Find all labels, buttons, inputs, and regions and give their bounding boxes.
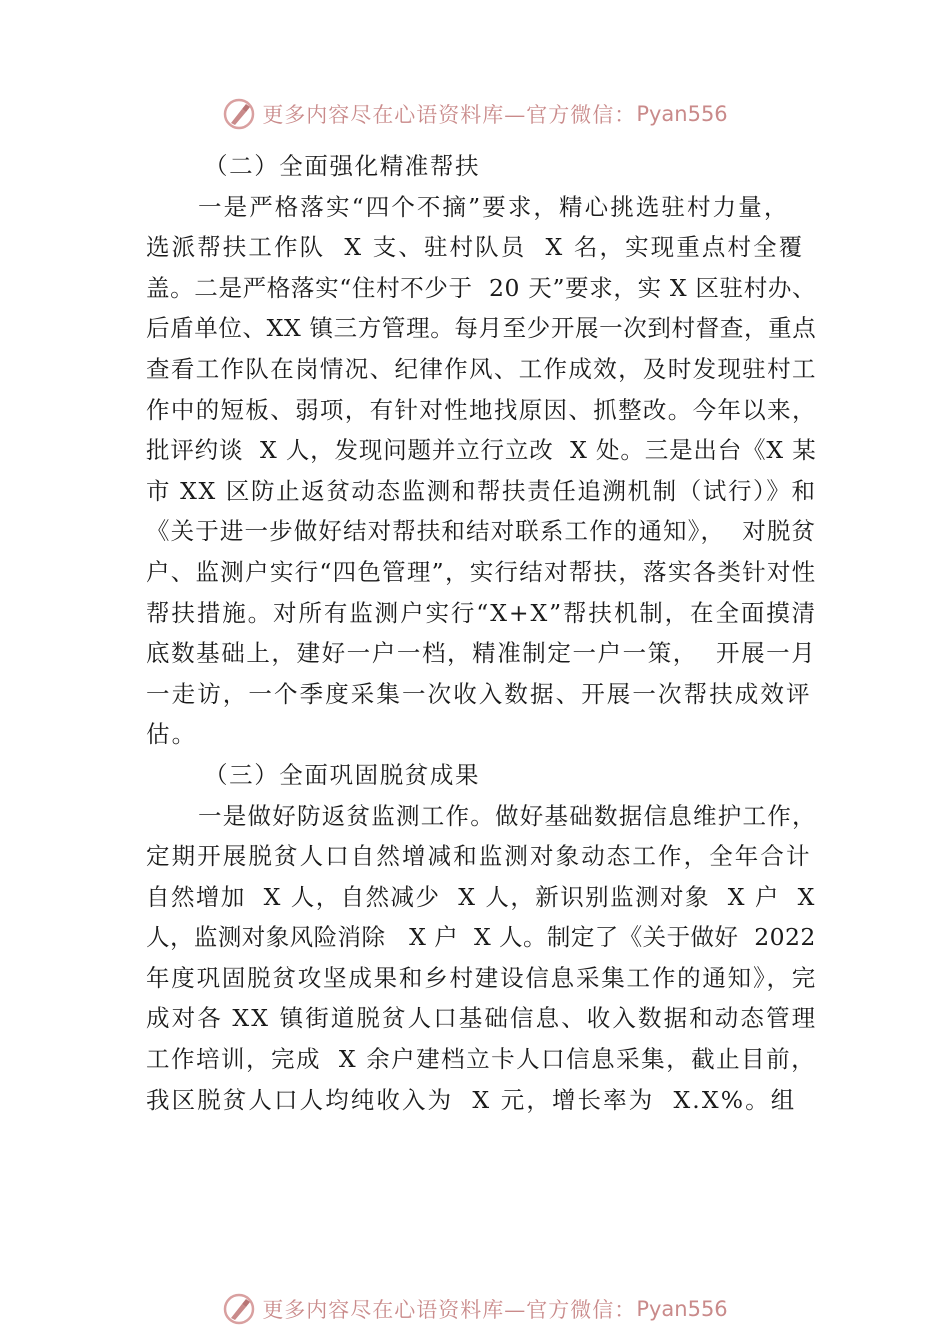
paragraph-line: 一是严格落实“四个不摘”要求，精心挑选驻村力量， — [198, 192, 790, 221]
footer-watermark — [0, 1289, 950, 1329]
paragraph-line: 成对各 XX 镇街道脱贫人口基础信息、收入数据和动态管理 — [146, 1004, 818, 1033]
paragraph-line: 批评约谈 X 人，发现问题并立行立改 X 处。三是出台《X 某 — [146, 436, 817, 465]
paragraph-line: 查看工作队在岗情况、纪律作风、工作成效，及时发现驻村工 — [146, 354, 817, 383]
paragraph-line: 工作培训，完成 X 余户建档立卡人口信息采集，截止目前， — [146, 1045, 817, 1074]
paragraph-line: 年度巩固脱贫攻坚成果和乡村建设信息采集工作的通知》，完 — [146, 963, 818, 992]
document-body — [146, 146, 818, 1120]
paragraph-line: 我区脱贫人口人均纯收入为 X 元，增长率为 X.X%。组 — [146, 1085, 797, 1114]
paragraph-line: 定期开展脱贫人口自然增减和监测对象动态工作，全年合计 — [146, 842, 812, 871]
watermark-text: 更多内容尽在心语资料库—官方微信： — [262, 1298, 637, 1322]
pen-logo-icon — [222, 97, 256, 131]
watermark-handle: Pyan556 — [636, 102, 728, 126]
section-heading: （三）全面巩固脱贫成果 — [204, 760, 481, 789]
paragraph-line: 户、监测户实行“四色管理”，实行结对帮扶，落实各类针对性 — [146, 557, 817, 586]
header-watermark — [0, 94, 950, 134]
pen-logo-icon — [222, 1292, 256, 1326]
watermark-text: 更多内容尽在心语资料库—官方微信： — [262, 103, 637, 127]
section-heading: （二）全面强化精准帮扶 — [204, 152, 481, 180]
paragraph-line: 作中的短板、弱项，有针对性地找原因、抓整改。今年以来， — [146, 395, 817, 424]
paragraph-line: 自然增加 X 人，自然减少 X 人，新识别监测对象 X 户 X — [146, 882, 816, 911]
watermark-handle: Pyan556 — [636, 1297, 728, 1321]
paragraph-line: 帮扶措施。对所有监测户实行“X+X”帮扶机制，在全面摸清 — [146, 598, 818, 627]
paragraph-line: 一是做好防返贫监测工作。做好基础数据信息维护工作， — [198, 801, 817, 830]
paragraph-line: 一走访，一个季度采集一次收入数据、开展一次帮扶成效评 — [146, 679, 812, 708]
paragraph-line: 盖。二是严格落实“住村不少于 20 天”要求，实 X 区驻村办、 — [146, 273, 817, 302]
paragraph-line: 底数基础上，建好一户一档，精准制定一户一策， 开展一月 — [146, 639, 817, 668]
paragraph-line: 后盾单位、XX 镇三方管理。每月至少开展一次到村督查，重点 — [146, 314, 817, 343]
paragraph-line: 《关于进一步做好结对帮扶和结对联系工作的通知》， 对脱贫 — [146, 517, 817, 546]
paragraph-line: 选派帮扶工作队 X 支、驻村队员 X 名，实现重点村全覆 — [146, 233, 805, 262]
paragraph-line: 人，监测对象风险消除 X 户 X 人。制定了《关于做好 2022 — [146, 923, 816, 952]
paragraph-line: 估。 — [146, 720, 198, 749]
paragraph-line: 市 XX 区防止返贫动态监测和帮扶责任追溯机制（试行）》和 — [146, 476, 817, 505]
